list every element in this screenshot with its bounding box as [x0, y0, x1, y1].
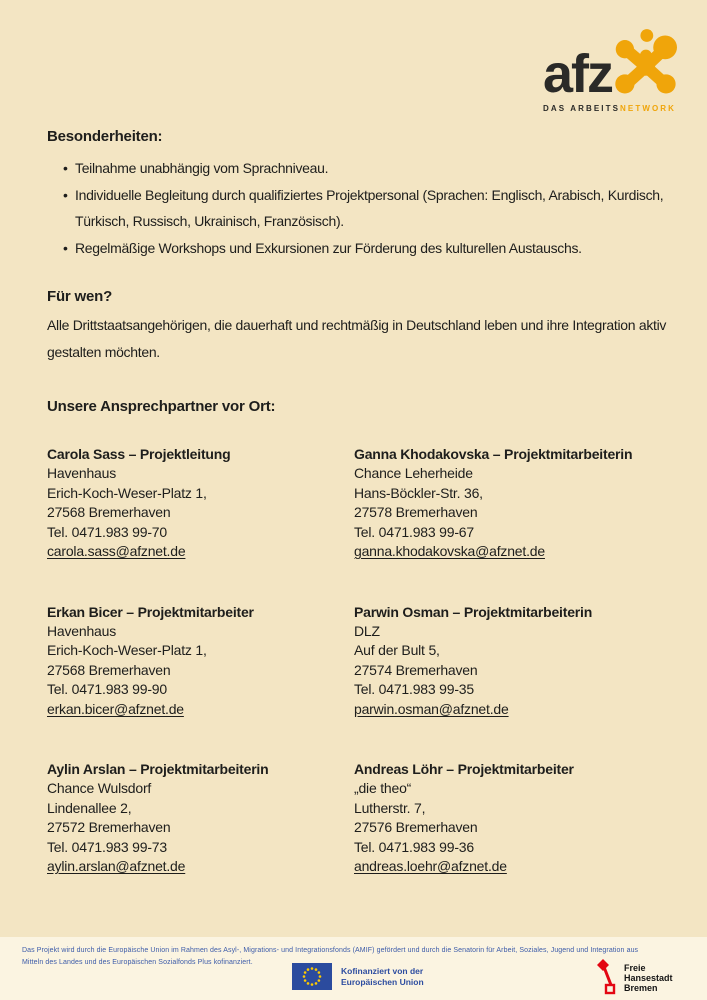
contact-location: „die theo“ — [354, 780, 412, 796]
bremen-line-1: Freie — [624, 963, 646, 973]
contact-street: Auf der Bult 5, — [354, 642, 440, 658]
eu-cofunding-block — [292, 963, 424, 990]
contact-card — [354, 759, 660, 877]
contact-street: Lutherstr. 7, — [354, 799, 426, 816]
contact-location: Havenhaus — [47, 622, 117, 639]
afz-tagline — [543, 104, 677, 113]
list-item — [47, 235, 669, 262]
contact-card — [354, 444, 660, 562]
bremen-line-2: Hansestadt — [624, 973, 673, 983]
contact-email-link[interactable]: parwin.osman@afznet.de — [354, 700, 509, 717]
contact-street: Hans-Böckler-Str. 36, — [354, 484, 483, 501]
contact-city: 27578 Bremerhaven — [354, 504, 478, 520]
bullet-icon: • — [63, 239, 68, 256]
contact-email-link[interactable]: carola.sass@afznet.de — [47, 543, 186, 559]
contact-phone: Tel. 0471.983 99-70 — [47, 523, 167, 540]
contact-email-link[interactable]: aylin.arslan@afznet.de — [47, 858, 186, 874]
tagline-black: DAS ARBEITS — [543, 104, 621, 113]
contact-street: Erich-Koch-Weser-Platz 1, — [47, 642, 207, 658]
bremen-key-icon — [596, 957, 620, 995]
contact-street: Erich-Koch-Weser-Platz 1, — [47, 484, 207, 501]
eu-label-line-1: Kofinanziert von der — [341, 965, 424, 976]
afz-wordmark: afz — [543, 44, 613, 105]
bullet-text: Teilnahme unabhängig vom Sprachniveau. — [75, 160, 329, 176]
contact-phone: Tel. 0471.983 99-35 — [354, 681, 474, 697]
contact-name-role: Carola Sass – Projektleitung — [47, 446, 231, 462]
contact-street: Lindenallee 2, — [47, 799, 132, 816]
bremen-line-3: Bremen — [624, 983, 658, 993]
afz-network-icon — [613, 28, 677, 101]
contact-name-role: Parwin Osman – Projektmitarbeiterin — [354, 603, 593, 620]
contact-location: Chance Leherheide — [354, 465, 473, 481]
contact-city: 27568 Bremerhaven — [47, 661, 171, 678]
bullet-text: Individuelle Begleitung durch qualifiziertes Projektpersonal (Sprachen: Englisch, Arabisch, Kurdisch, Türkisch, Russisch, Ukrainisch, Französisch). — [75, 186, 664, 229]
besonderheiten-list — [47, 155, 669, 261]
list-item — [47, 155, 669, 182]
contact-email-link[interactable]: ganna.khodakovska@afznet.de — [354, 543, 545, 559]
partner-heading: Unsere Ansprechpartner vor Ort: — [47, 398, 276, 415]
contact-location: Havenhaus — [47, 465, 117, 481]
afz-logo — [543, 28, 677, 113]
footer — [0, 937, 707, 1000]
contact-name-role: Aylin Arslan – Projektmitarbeiterin — [47, 761, 269, 777]
legal-line-1: Das Projekt wird durch die Europäische Union im Rahmen des Asyl-, Migrations- und Integrationsfonds (AMIF) gefördert und durch die Senatorin für Arbeit, Soziales, Jugend und Integration aus — [22, 947, 639, 954]
bullet-text: Regelmäßige Workshops und Exkursionen zur Förderung des kulturellen Austauschs. — [75, 239, 582, 256]
contact-city: 27572 Bremerhaven — [47, 819, 171, 835]
contact-card — [354, 602, 660, 720]
contact-card — [47, 759, 354, 877]
contact-city: 27576 Bremerhaven — [354, 819, 478, 835]
fuer-wen-heading: Für wen? — [47, 288, 113, 305]
contact-location: DLZ — [354, 622, 380, 639]
contact-name-role: Andreas Löhr – Projektmitarbeiter — [354, 761, 574, 777]
eu-flag-icon — [292, 963, 332, 990]
contact-city: 27568 Bremerhaven — [47, 504, 171, 520]
contact-phone: Tel. 0471.983 99-36 — [354, 838, 474, 855]
bullet-icon: • — [63, 186, 68, 203]
contacts-grid — [47, 444, 660, 877]
contact-phone: Tel. 0471.983 99-67 — [354, 523, 474, 540]
besonderheiten-heading: Besonderheiten: — [47, 128, 163, 145]
contact-name-role: Ganna Khodakovska – Projektmitarbeiterin — [354, 446, 633, 462]
contact-phone: Tel. 0471.983 99-73 — [47, 838, 167, 855]
eu-label-line-2: Europäischen Union — [341, 976, 424, 987]
bullet-icon: • — [63, 160, 68, 176]
eu-cofunding-label — [341, 966, 424, 988]
fuer-wen-body: Alle Drittstaatsangehörigen, die dauerhaft und rechtmäßig in Deutschland leben und ihre Integration aktiv gestalten möchten. — [47, 317, 667, 360]
contact-card — [47, 602, 354, 720]
contact-email-link[interactable]: erkan.bicer@afznet.de — [47, 700, 184, 717]
contact-email-link[interactable]: andreas.loehr@afznet.de — [354, 858, 507, 874]
legal-line-2: Mitteln des Landes und des Europäischen Sozialfonds Plus kofinanziert. — [22, 959, 253, 966]
contact-card — [47, 444, 354, 562]
contact-location: Chance Wulsdorf — [47, 780, 152, 796]
contact-name-role: Erkan Bicer – Projektmitarbeiter — [47, 603, 254, 620]
contact-phone: Tel. 0471.983 99-90 — [47, 681, 167, 697]
tagline-orange: NETWORK — [620, 104, 677, 113]
bremen-wordmark — [624, 963, 673, 993]
list-item — [47, 182, 669, 235]
bremen-logo-block — [596, 957, 673, 995]
contact-city: 27574 Bremerhaven — [354, 661, 478, 678]
